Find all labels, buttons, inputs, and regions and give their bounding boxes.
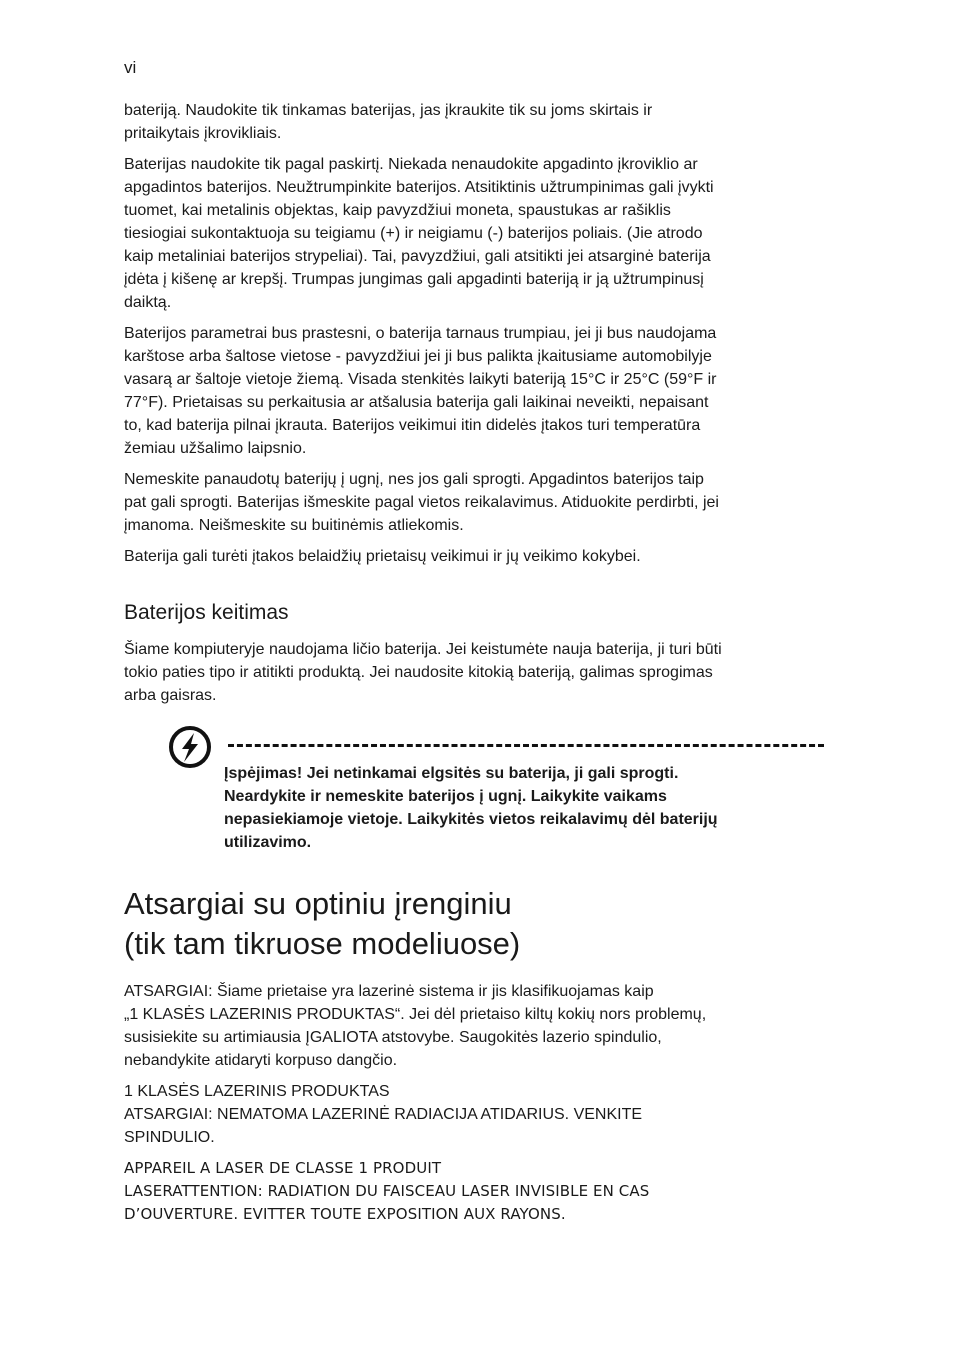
lightning-warning-icon	[168, 725, 212, 769]
optical-device-heading: Atsargiai su optiniu įrenginiu (tik tam tikruose modeliuose)	[124, 886, 521, 961]
battery-usage-paragraph: bateriją. Naudokite tik tinkamas baterijas, jas įkraukite tik su joms skirtais ir pritaikytais įkrovikliais.	[124, 102, 653, 142]
laser-class-paragraph: 1 KLASĖS LAZERINIS PRODUKTAS ATSARGIAI: NEMATOMA LAZERINĖ RADIACIJA ATIDARIUS. VENKITE SPINDULIO.	[124, 1083, 643, 1146]
warning-dashed-rule	[228, 744, 824, 747]
battery-temperature-paragraph: Baterijos parametrai bus prastesni, o baterija tarnaus trumpiau, jei ji bus naudojama karštose arba šaltose vietose - pavyzdžiui jei ji bus palikta įkaitusiame automobilyje vasarą ar šaltoje vietoje žiemą. Visada stenkitės laikyti bateriją 15°C ir 25°C (59°F ir 77°F). Prietaisas su perkaitusia ar atšalusia baterija gali laikinai neveikti, nepaisant to, kad baterija pilnai įkrauta. Baterijos veikimui itin didelės įtakos turi temperatūra žemiau užšalimo laipsnio.	[124, 325, 717, 457]
page-content	[124, 99, 814, 1234]
battery-wireless-paragraph: Baterija gali turėti įtakos belaidžių prietaisų veikimui ir jų veikimo kokybei.	[124, 548, 641, 565]
laser-caution-paragraph: ATSARGIAI: Šiame prietaise yra lazerinė sistema ir jis klasifikuojamas kaip „1 KLASĖS LAZERINIS PRODUKTAS“. Jei dėl prietaiso kiltų kokių nors problemų, susisiekite su artimiausia ĮGALIOTA atstovybe. Saugokitės lazerio spindulio, nebandykite atidaryti korpuso dangčio.	[124, 983, 707, 1069]
battery-short-circuit-paragraph: Baterijas naudokite tik pagal paskirtį. Niekada nenaudokite apgadinto įkroviklio ar apgadintos baterijos. Neužtrumpinkite baterijos. Atsitiktinis užtrumpinimas gali įvykti tuomet, kai metalinis objektas, kaip pavyzdžiui moneta, spaustukas ar rašiklis tiesiogiai sukontaktuoja su teigiamu (+) ir neigiamu (-) baterijos poliais. (Jie atrodo kaip metaliniai baterijos strypeliai). Tai, pavyzdžiui, gali atsitikti jei atsarginė baterija įdėta į kišenę ar krepšį. Trumpas jungimas gali apgadinti bateriją ir ją užtrumpinusį daiktą.	[124, 156, 714, 311]
battery-warning-text: Įspėjimas! Jei netinkamai elgsitės su baterija, ji gali sprogti. Neardykite ir nemeskite baterijos į ugnį. Laikykite vaikams nepasiekiamoje vietoje. Laikykitės vietos reikalavimų dėl baterijų utilizavimo.	[224, 765, 718, 851]
battery-replacement-paragraph: Šiame kompiuteryje naudojama ličio baterija. Jei keistumėte nauja baterija, ji turi būti tokio paties tipo ir atitikti produktą. Jei naudosite kitokią bateriją, galimas sprogimas arba gaisras.	[124, 641, 722, 704]
french-laser-notice: APPAREIL A LASER DE CLASSE 1 PRODUIT LASERATTENTION: RADIATION DU FAISCEAU LASER INVISIBLE EN CAS D’OUVERTURE. EVITTER TOUTE EXPOSITION AUX RAYONS.	[124, 1159, 650, 1223]
battery-disposal-paragraph: Nemeskite panaudotų baterijų į ugnį, nes jos gali sprogti. Apgadintos baterijos taip pat gali sprogti. Baterijas išmeskite pagal vietos reikalavimus. Atiduokite perdirbti, jei įmanoma. Neišmeskite su buitinėmis atliekomis.	[124, 471, 719, 534]
battery-replacement-heading: Baterijos keitimas	[124, 601, 289, 624]
battery-warning-box	[124, 725, 814, 855]
page-number: vi	[124, 58, 137, 77]
